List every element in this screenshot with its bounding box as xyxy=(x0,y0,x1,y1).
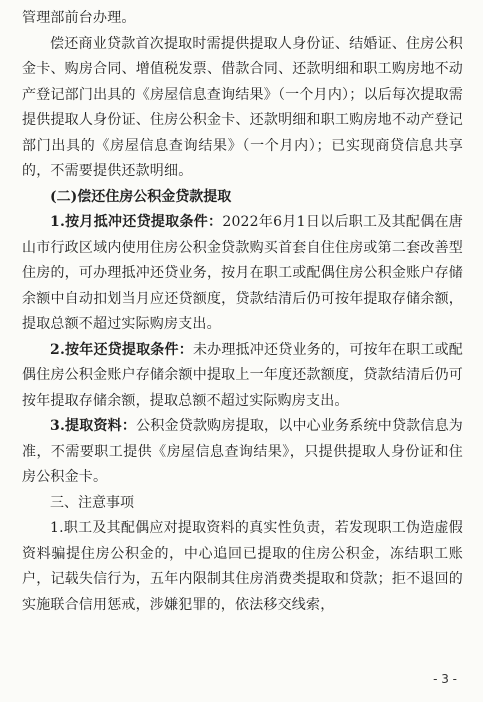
page-number: - 3 - xyxy=(433,672,457,686)
monthly-offset-label: 1.按月抵冲还贷提取条件： xyxy=(50,214,223,230)
materials-label: 3.提取资料： xyxy=(50,418,137,434)
paragraph-continuation: 管理部前台办理。 xyxy=(22,10,136,26)
paragraph-commercial-loan: 偿还商业贷款首次提取时需提供提取人身份证、结婚证、住房公积金卡、购房合同、增值税发票、借款合同、还款明细和职工购房地不动产登记部门出具的《房屋信息查询结果》（一个月内）；以后每次提取需提供提取人身份证、住房公积金卡、还款明细和职工购房地不动产登记部门出具的《房屋信息查询结果》（一个月内）；已实现商贷信息共享的，不需要提供还款明细。 xyxy=(22,35,463,179)
monthly-offset-body: 2022年6月1日以后职工及其配偶在唐山市行政区域内使用住房公积金贷款购买首套自住住房或第二套改善型住房的，可办理抵冲还贷业务，按月在职工或配偶住房公积金账户存储余额中自动扣划当月应还贷额度，贷款结清后仍可按年提取存储余额，提取总额不超过实际购房支出。 xyxy=(22,214,463,332)
section-heading-housing-fund-loan: (二)偿还住房公积金贷款提取 xyxy=(50,188,232,205)
paragraph-monthly-offset xyxy=(22,210,463,338)
annual-repayment-label: 2.按年还贷提取条件： xyxy=(50,341,193,358)
materials-body: 公积金贷款购房提取，以中心业务系统中贷款信息为准，不需要职工提供《房屋信息查询结果》，只提供提取人身份证和住房公积金卡。 xyxy=(22,418,464,485)
paragraph-materials xyxy=(22,414,463,491)
section-heading-notes: 三、注意事项 xyxy=(50,494,134,511)
paragraph-note-1: 1.职工及其配偶应对提取资料的真实性负责，若发现职工伪造虚假资料骗提住房公积金的，中心追回已提取的住房公积金，冻结职工账户，记载失信行为，五年内限制其住房消费类提取和贷款；拒不退回的实施联合信用惩戒，涉嫌犯罪的，依法移交线索， xyxy=(22,520,463,613)
paragraph-annual-repayment xyxy=(22,338,463,415)
annual-repayment-body: 未办理抵冲还贷业务的，可按年在职工或配偶住房公积金账户存储余额中提取上一年度还款额度，贷款结清后仍可按年提取存储余额，提取总额不超过实际购房支出。 xyxy=(22,341,463,409)
